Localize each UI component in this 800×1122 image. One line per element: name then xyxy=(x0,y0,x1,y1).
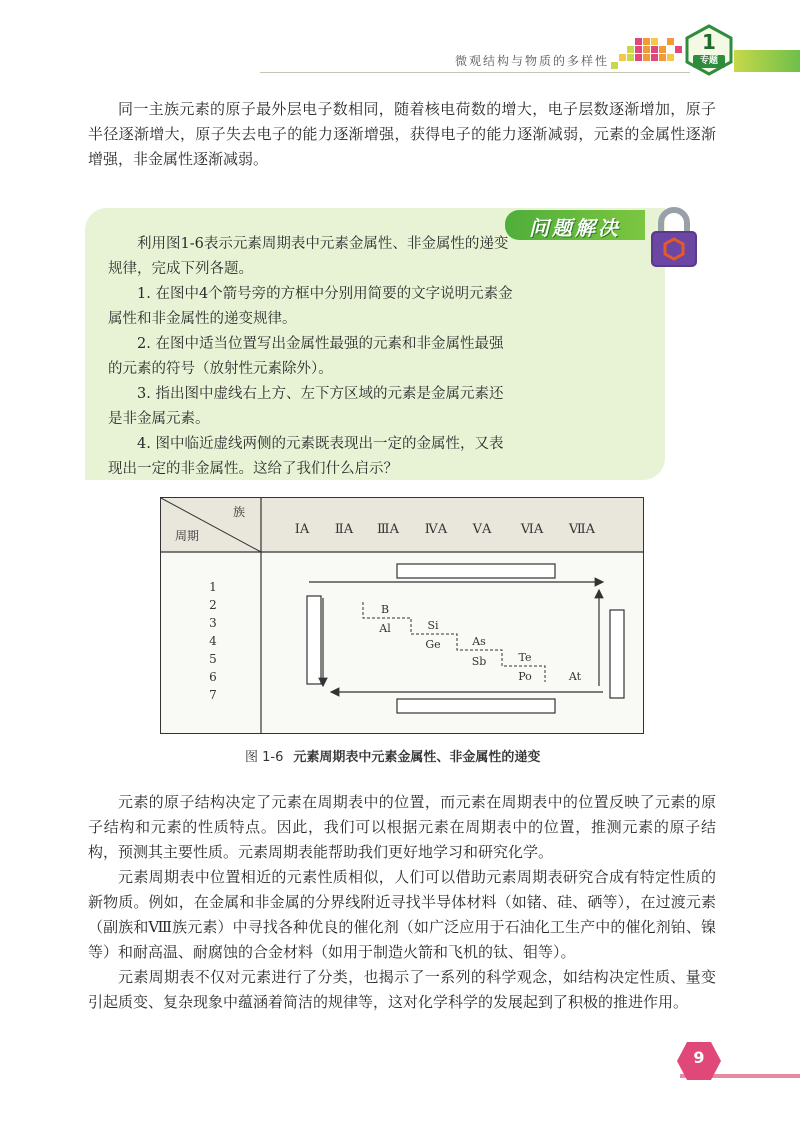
paragraph-2: 元素的原子结构决定了元素在周期表中的位置，而元素在周期表中的位置反映了元素的原子结构和元素的性质特点。因此，我们可以根据元素在周期表中的位置，推测元素的原子结构，预测其主要性质。元素周期表能帮助我们更好地学习和研究化学。 xyxy=(88,793,716,861)
pixel-square xyxy=(651,46,658,53)
group-label-4: ⅣA xyxy=(424,522,448,537)
answer-box-left xyxy=(307,596,321,684)
answer-box-right xyxy=(610,610,624,698)
pixel-square xyxy=(619,54,626,61)
problem-item-4: 4. 图中临近虚线两侧的元素既表现出一定的金属性，又表现出一定的非金属性。这给了我们什么启示？ xyxy=(108,436,504,477)
answer-box-top xyxy=(397,564,555,578)
element-po: Po xyxy=(518,670,532,683)
pixel-square xyxy=(643,54,650,61)
pixel-square xyxy=(651,38,658,45)
caption-text: 元素周期表中元素金属性、非金属性的递变 xyxy=(293,750,541,765)
pixel-square xyxy=(635,54,642,61)
element-sb: Sb xyxy=(471,655,487,668)
element-al: Al xyxy=(379,622,391,635)
pixel-square xyxy=(635,46,642,53)
group-label-1: ⅠA xyxy=(294,522,310,537)
paragraph-3: 元素周期表中位置相近的元素性质相似，人们可以借助元素周期表研究合成有特定性质的新物质。例如，在金属和非金属的分界线附近寻找半导体材料（如锗、硅、硒等），在过渡元素（副族和Ⅷ族元素）中寻找各种优良的催化剂（如广泛应用于石油化工生产中的催化剂铂、镍等）和耐高温、耐腐蚀的合金材料（如用于制造火箭和飞机的钛、钼等）。 xyxy=(88,868,716,961)
element-si: Si xyxy=(427,619,439,632)
unit-badge xyxy=(684,24,734,76)
problem-item-1: 1. 在图中4个箭号旁的方框中分别用简要的文字说明元素金属性和非金属性的递变规律。 xyxy=(108,286,513,327)
corner-label-period: 周期 xyxy=(175,529,200,543)
paragraph-4: 元素周期表不仅对元素进行了分类，也揭示了一系列的科学观念，如结构决定性质、量变引起质变、复杂现象中蕴涵着简洁的规律等，这对化学科学的发展起到了积极的推进作用。 xyxy=(88,968,716,1011)
element-as: As xyxy=(472,635,486,648)
problem-title: 问题解决 xyxy=(529,216,621,240)
element-at: At xyxy=(568,670,582,683)
caption-number: 图 1-6 xyxy=(245,750,284,765)
group-label-6: ⅥA xyxy=(520,522,544,537)
period-label-6: 6 xyxy=(209,670,217,684)
unit-label: 专题 xyxy=(693,55,725,68)
pixel-square xyxy=(627,46,634,53)
figure-caption xyxy=(245,746,540,765)
header-color-bar xyxy=(734,50,800,72)
pixel-square xyxy=(651,54,658,61)
period-label-7: 7 xyxy=(209,688,217,702)
element-ge: Ge xyxy=(425,638,441,651)
pixel-square xyxy=(675,46,682,53)
figure-periodic-trend xyxy=(160,497,644,734)
page-number: 9 xyxy=(693,1048,705,1067)
running-title: 微观结构与物质的多样性 xyxy=(455,54,610,68)
pixel-square xyxy=(627,54,634,61)
pixel-decoration xyxy=(605,38,685,70)
lock-icon xyxy=(645,205,703,269)
problem-text xyxy=(108,232,513,482)
pixel-square xyxy=(643,38,650,45)
pixel-square xyxy=(659,54,666,61)
element-te: Te xyxy=(518,651,532,664)
figure-diagram xyxy=(161,498,643,733)
pixel-square xyxy=(667,38,674,45)
pixel-square xyxy=(611,62,618,69)
paragraph-1: 同一主族元素的原子最外层电子数相同，随着核电荷数的增大，电子层数逐渐增加，原子半径逐渐增大，原子失去电子的能力逐渐增强，获得电子的能力逐渐减弱，元素的金属性逐渐增强，非金属性逐渐减弱。 xyxy=(88,100,716,168)
period-label-5: 5 xyxy=(209,652,217,666)
period-label-3: 3 xyxy=(209,616,217,630)
pixel-square xyxy=(635,38,642,45)
problem-intro: 利用图1-6表示元素周期表中元素金属性、非金属性的递变规律，完成下列各题。 xyxy=(108,236,509,277)
group-label-7: ⅦA xyxy=(568,522,596,537)
answer-box-bottom xyxy=(397,699,555,713)
group-label-3: ⅢA xyxy=(377,522,399,537)
period-label-4: 4 xyxy=(209,634,217,648)
unit-number: 1 xyxy=(702,30,716,54)
problem-item-3: 3. 指出图中虚线右上方、左下方区域的元素是金属元素还是非金属元素。 xyxy=(108,386,504,427)
period-label-2: 2 xyxy=(209,598,217,612)
header-rule xyxy=(260,72,690,73)
element-b: B xyxy=(380,603,390,616)
group-label-2: ⅡA xyxy=(334,522,354,537)
period-label-1: 1 xyxy=(209,580,217,594)
group-label-5: ⅤA xyxy=(472,522,492,537)
pixel-square xyxy=(643,46,650,53)
pixel-square xyxy=(659,46,666,53)
corner-label-group: 族 xyxy=(233,505,246,519)
problem-item-2: 2. 在图中适当位置写出金属性最强的元素和非金属性最强的元素的符号（放射性元素除外）。 xyxy=(108,336,504,377)
pixel-square xyxy=(667,54,674,61)
